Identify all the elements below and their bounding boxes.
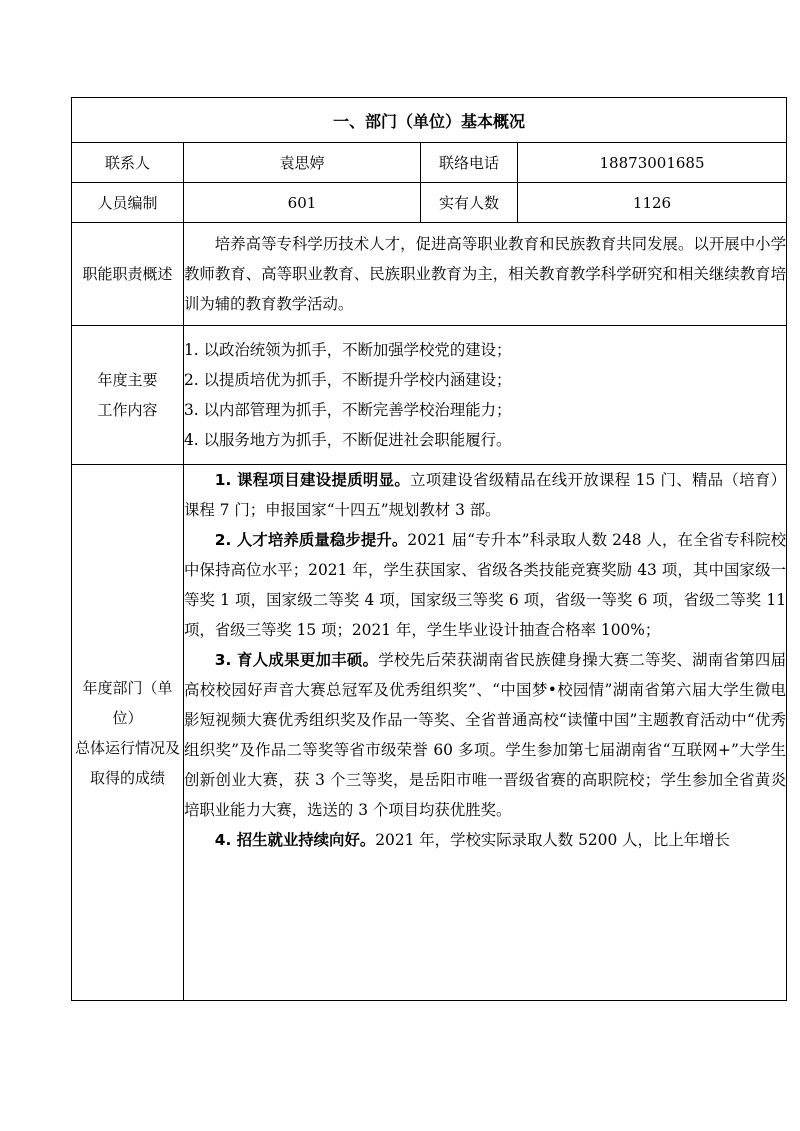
results-paragraph [184, 645, 786, 825]
contact-row [72, 143, 787, 183]
staffing-row [72, 183, 787, 223]
annual-work-label-line2: 工作内容 [97, 401, 158, 419]
results-paragraph [184, 465, 786, 525]
results-row [72, 465, 787, 1001]
actual-staff-value: 1126 [518, 183, 787, 223]
list-item: 1. 以政治统领为抓手，不断加强学校党的建设； [184, 341, 512, 359]
results-body: 立项建设省级精品在线开放课程 15 门、精品（培育）课程 7 门；申报国家“十四五”规划教材 3 部。 [184, 471, 787, 519]
contact-label: 联系人 [72, 143, 184, 183]
phone-label: 联络电话 [421, 143, 518, 183]
results-body: 2021 年，学校实际录取人数 5200 人，比上年增长 [375, 831, 730, 849]
duties-label: 职能职责概述 [72, 223, 184, 326]
results-body: 学校先后荣获湖南省民族健身操大赛二等奖、湖南省第四届高校校园好声音大赛总冠军及优秀组织奖”、“中国梦•校园情”湖南省第六届大学生微电影短视频大赛优秀组织奖及作品一等奖、全省普通高校“读懂中国”主题教育活动中“优秀组织奖”及作品二等奖等省市级荣誉 60 多项。学生参加第七届湖南省“互联网+”大学生创新创业大赛，获 3 个三等奖，是岳阳市唯一晋级省赛的高职院校；学生参加全省黄炎培职业能力大赛，选送的 3 个项目均获优胜奖。 [184, 651, 787, 819]
annual-work-label-line1: 年度主要 [97, 371, 158, 389]
annual-work-row [72, 326, 787, 465]
results-label [72, 465, 184, 1001]
results-label-line3: 取得的成绩 [89, 768, 165, 787]
annual-work-label [72, 326, 184, 465]
results-body: 2021 届“专升本”科录取人数 248 人，在全省专科院校中保持高位水平；2021 年，学生获国家、省级各类技能竞赛奖励 43 项，其中国家级一等奖 1 项，国家级二等奖 4 项，国家级三等奖 6 项，省级一等奖 6 项，省级二等奖 11 项，省级三等奖 15 项；2021 年，学生毕业设计抽查合格率 100%； [184, 531, 787, 639]
list-item: 2. 以提质培优为抓手，不断提升学校内涵建设； [184, 371, 512, 389]
phone-value: 18873001685 [518, 143, 787, 183]
duties-row [72, 223, 787, 326]
results-heading: 2. 人才培养质量稳步提升。 [214, 531, 408, 549]
results-heading: 1. 课程项目建设提质明显。 [214, 471, 411, 489]
staffing-value: 601 [184, 183, 421, 223]
results-paragraph [184, 525, 786, 645]
results-label-line2: 总体运行情况及 [74, 738, 180, 757]
list-item: 3. 以内部管理为抓手，不断完善学校治理能力； [184, 401, 512, 419]
results-cell [184, 465, 787, 1001]
overview-table [71, 97, 787, 1001]
duties-cell [184, 223, 787, 326]
results-paragraph [184, 825, 786, 855]
staffing-label: 人员编制 [72, 183, 184, 223]
contact-value: 袁思婷 [184, 143, 421, 183]
annual-work-list [184, 326, 787, 465]
actual-staff-label: 实有人数 [421, 183, 518, 223]
results-heading: 3. 育人成果更加丰硕。 [214, 651, 379, 669]
results-heading: 4. 招生就业持续向好。 [214, 831, 376, 849]
table-title: 一、部门（单位）基本概况 [72, 98, 787, 143]
results-label-line1: 年度部门（单位） [82, 678, 173, 727]
duties-text: 培养高等专科学历技术人才，促进高等职业教育和民族教育共同发展。以开展中小学教师教育、高等职业教育、民族职业教育为主，相关教育教学科学研究和相关继续教育培训为辅的教育教学活动。 [184, 235, 787, 313]
list-item: 4. 以服务地方为抓手，不断促进社会职能履行。 [184, 431, 512, 449]
